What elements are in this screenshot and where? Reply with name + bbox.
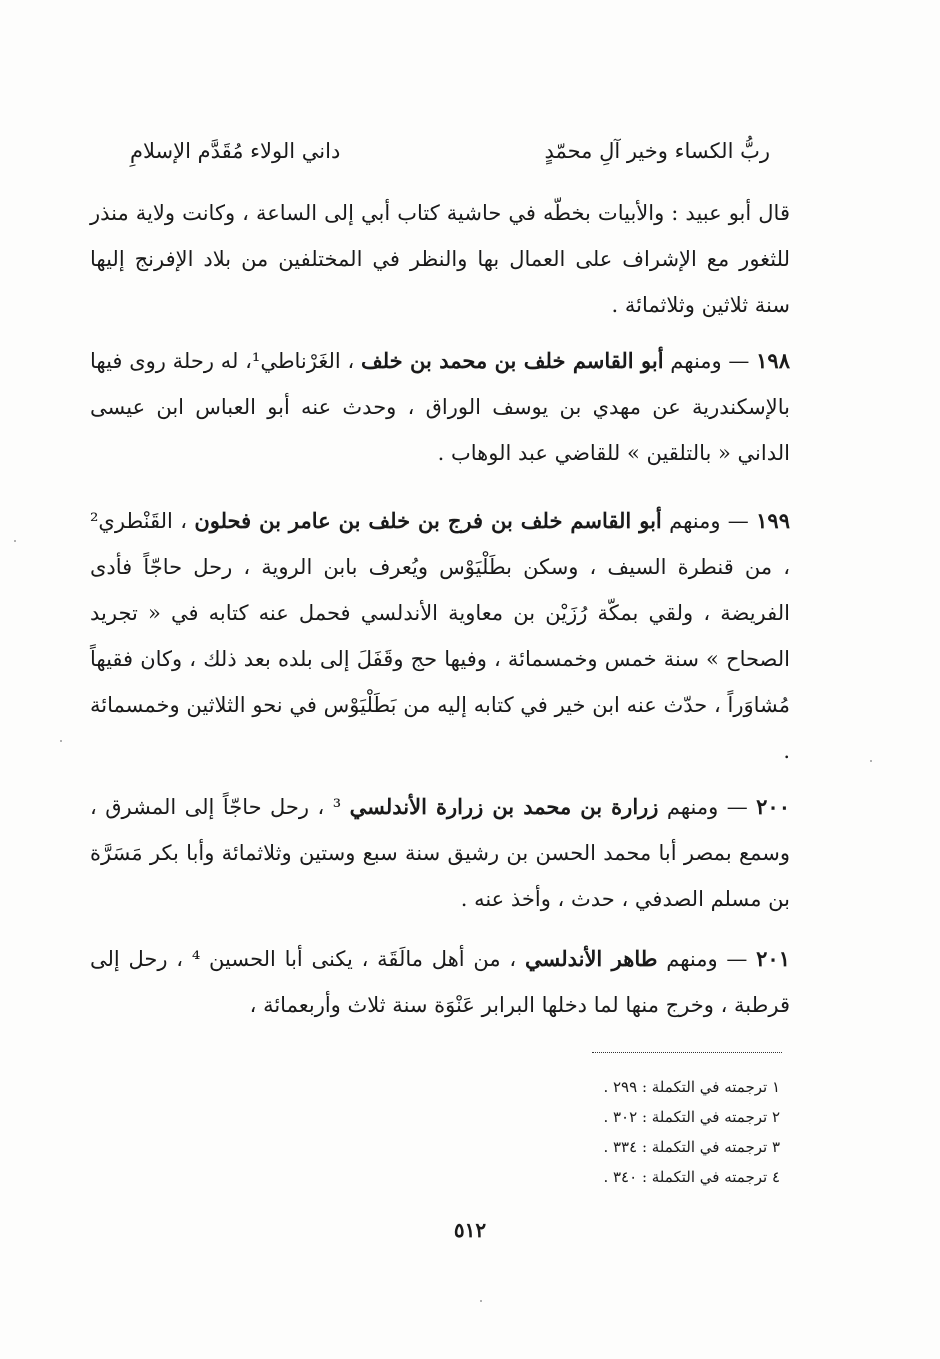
footnote-4: ٤ ترجمته في التكملة : ٣٤٠ . — [603, 1168, 780, 1186]
paragraph-text: قال أبو عبيد : والأبيات بخطّه في حاشية كتاب أبي إلى الساعة ، وكانت ولاية منذر للثغور مع الإشراف على العمال بها والنظر في المختلفين من بلاد الإفرنج إليها سنة ثلاثين وثلاثمائة . — [90, 201, 790, 317]
entry-198 — [90, 338, 790, 476]
entry-number: ٢٠١ — [756, 946, 790, 971]
paper-speck — [480, 1300, 482, 1302]
entry-number: ٢٠٠ — [756, 794, 790, 819]
entry-number: ١٩٩ — [756, 508, 790, 533]
paper-speck — [14, 540, 16, 542]
entry-name: طاهر الأندلسي — [524, 946, 658, 971]
footnote-2: ٢ ترجمته في التكملة : ٣٠٢ . — [603, 1108, 780, 1126]
entry-dash: — ومنهم — [658, 795, 757, 819]
entry-name: أبو القاسم خلف بن محمد بن خلف — [360, 348, 664, 373]
entry-200 — [90, 784, 790, 922]
verse-left-hemistich: داني الولاء مُقَدَّم الإسلامِ — [130, 139, 341, 163]
entry-text: ³ ، رحل حاجّاً إلى المشرق ، وسمع بمصر أبا محمد الحسن بن رشيق سنة سبع وستين وثلاثمائة وأبا بكر مَسَرَّة بن مسلم الصدفي ، حدث ، وأخذ عنه . — [90, 795, 790, 911]
entry-201 — [90, 936, 790, 1028]
entry-text: ، من أهل مالَقَة ، يكنى أبا الحسين ⁴ ، رحل إلى قرطبة ، وخرج منها لما دخلها البرابر عَنْوَة سنة ثلاث وأربعمائة ، — [90, 947, 790, 1017]
entry-text: ، الغَرْناطي¹، له رحلة روى فيها بالإسكندرية عن مهدي بن يوسف الوراق ، وحدث عنه أبو العباس ابن عيسى الداني « بالتلقين » للقاضي عبد الوهاب . — [90, 349, 790, 465]
footnote-1: ١ ترجمته في التكملة : ٢٩٩ . — [603, 1078, 780, 1096]
entry-name: زرارة بن محمد بن زرارة الأندلسي — [349, 794, 659, 819]
page-number: ٥١٢ — [453, 1218, 487, 1242]
footnote-3: ٣ ترجمته في التكملة : ٣٣٤ . — [603, 1138, 780, 1156]
poem-verse — [130, 128, 770, 174]
verse-right-hemistich: ربُّ الكساء وخير آلِ محمّدٍ — [544, 139, 770, 163]
footnotes — [480, 1072, 780, 1192]
entry-name: أبو القاسم خلف بن فرج بن خلف بن عامر بن فحلون — [194, 508, 662, 533]
entry-dash: — ومنهم — [657, 947, 757, 971]
footnote-divider — [592, 1052, 782, 1053]
entry-dash: — ومنهم — [661, 509, 757, 533]
paragraph-commentary — [90, 190, 790, 328]
paper-speck — [60, 740, 62, 742]
entry-dash: — ومنهم — [663, 349, 757, 373]
paper-speck — [870, 760, 872, 762]
entry-text: ، القَنْطري² ، من قنطرة السيف ، وسكن بطَلْيَوْس ويُعرف بابن الروية ، رحل حاجّاً فأدى الفريضة ، ولقي بمكّة رُزَيْن بن معاوية الأندلسي فحمل عنه كتابه في « تجريد الصحاح » سنة خمس وخمسمائة ، وفيها حج وقَفَلَ إلى بلده بعد ذلك ، وكان فقيهاً مُشاوَراً ، حدّث عنه ابن خير في كتابه إليه من بَطَلْيَوْس في نحو الثلاثين وخمسمائة . — [90, 509, 790, 763]
entry-number: ١٩٨ — [756, 348, 790, 373]
entry-199 — [90, 498, 790, 774]
